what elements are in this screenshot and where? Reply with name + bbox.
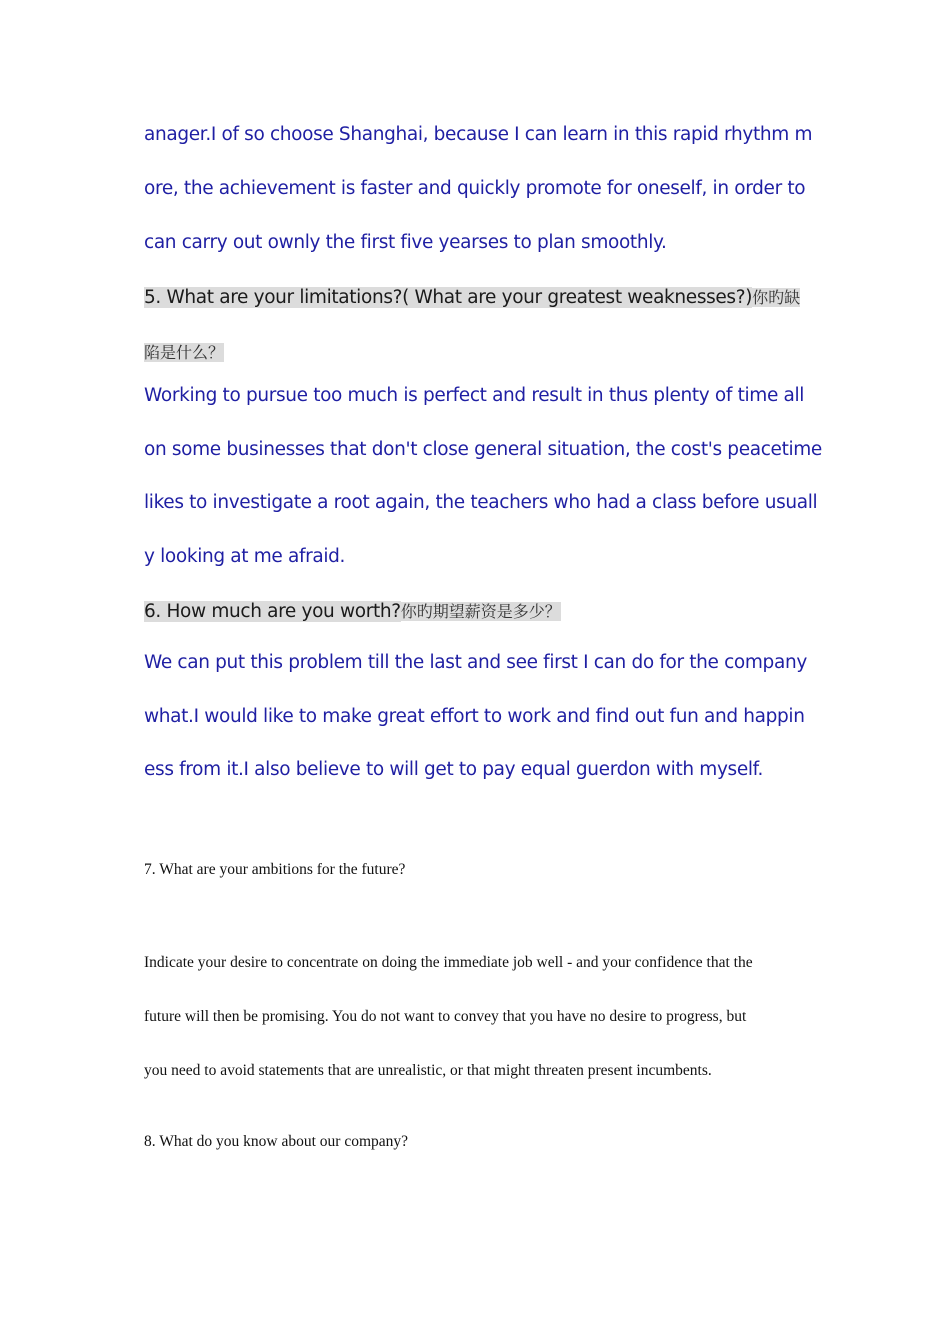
question-text-chinese: 你旳缺	[752, 288, 801, 307]
question-text-chinese: 陷是什么？	[144, 343, 225, 362]
answer-line: We can put this problem till the last and see first I can do for the company	[144, 652, 807, 673]
answer-line: Indicate your desire to concentrate on doing the immediate job well - and your confidence that the	[144, 954, 753, 971]
answer-line: Working to pursue too much is perfect and result in thus plenty of time all	[144, 385, 805, 406]
question-text: 5. What are your limitations?( What are your greatest weaknesses?)	[144, 287, 753, 308]
answer-line: future will then be promising. You do not want to convey that you have no desire to progress, but	[144, 1008, 747, 1025]
question-heading-continued	[144, 340, 224, 363]
question-text: 6. How much are you worth?	[144, 601, 401, 622]
answer-line: on some businesses that don't close general situation, the cost's peacetime	[144, 439, 822, 460]
question-heading: 8. What do you know about our company?	[144, 1133, 409, 1150]
answer-line: likes to investigate a root again, the teachers who had a class before usuall	[144, 492, 818, 513]
question-text-chinese: 你旳期望薪资是多少？	[400, 602, 561, 621]
answer-line: you need to avoid statements that are unrealistic, or that might threaten present incumbents.	[144, 1062, 712, 1079]
question-heading: 7. What are your ambitions for the future?	[144, 861, 406, 878]
answer-line: y looking at me afraid.	[144, 546, 346, 567]
answer-line: ess from it.I also believe to will get to pay equal guerdon with myself.	[144, 759, 764, 780]
answer-line: what.I would like to make great effort to work and find out fun and happin	[144, 706, 805, 727]
answer-line: anager.I of so choose Shanghai, because I can learn in this rapid rhythm m	[144, 124, 813, 145]
answer-line: ore, the achievement is faster and quickly promote for oneself, in order to	[144, 178, 806, 199]
answer-line: can carry out ownly the first five yearses to plan smoothly.	[144, 232, 667, 253]
question-heading	[144, 599, 561, 622]
question-heading	[144, 285, 800, 308]
